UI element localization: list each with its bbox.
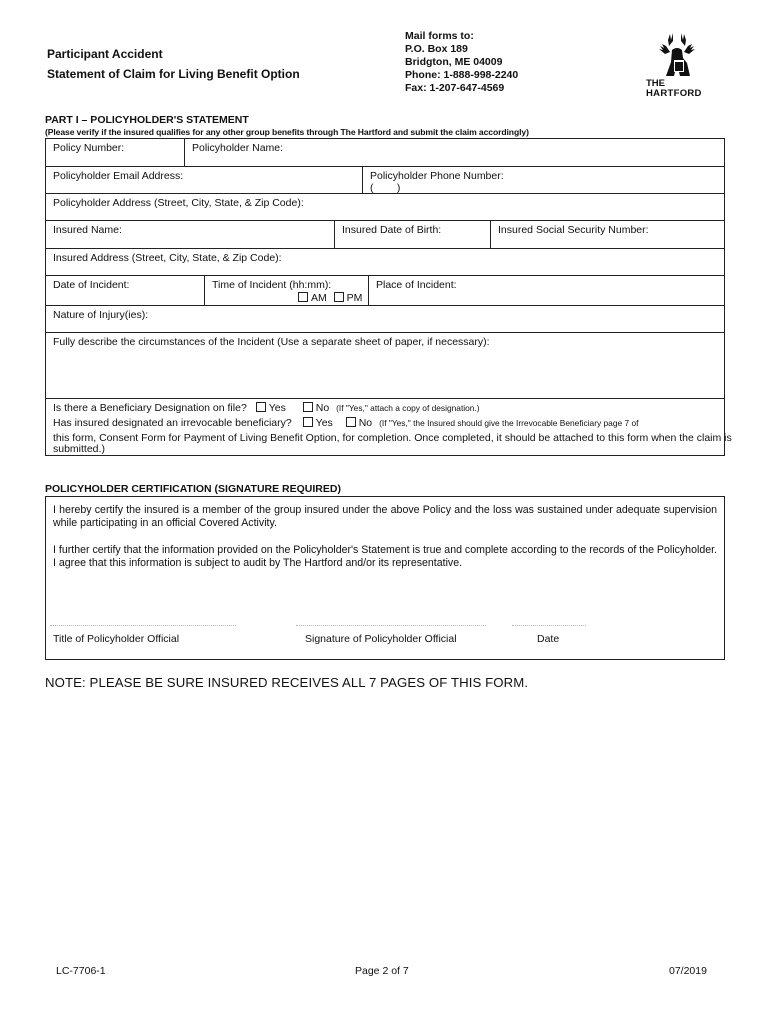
policy-number-field[interactable] (46, 139, 184, 166)
row-incident (46, 276, 724, 306)
row-address (46, 194, 724, 221)
policyholder-phone-field[interactable] (362, 167, 724, 193)
time-of-incident-field[interactable] (204, 276, 368, 305)
mail-city: Bridgton, ME 04009 (405, 56, 503, 68)
signature-of-official-label: Signature of Policyholder Official (305, 633, 457, 645)
policyholder-statement-box (45, 138, 732, 456)
row-policy (46, 139, 724, 167)
row-insured-address (46, 249, 724, 276)
beneficiary-no-checkbox[interactable] (303, 402, 313, 412)
beneficiary-question: Is there a Beneficiary Designation on file? (53, 402, 247, 414)
certification-heading: POLICYHOLDER CERTIFICATION (SIGNATURE REQUIRED) (45, 483, 341, 495)
insured-dob-field[interactable] (334, 221, 490, 248)
insured-address-field[interactable] (46, 249, 724, 275)
date-signature-line[interactable] (512, 625, 586, 626)
insured-address-label: Insured Address (Street, City, State, & Zip Code): (53, 252, 282, 264)
irrevocable-note-line2: this form, Consent Form for Payment of Living Benefit Option, for completion. Once completed, it should be attached to this form when the claim is (53, 432, 732, 444)
form-id: LC-7706-1 (56, 965, 106, 977)
irrevocable-question-line (53, 417, 638, 429)
date-of-incident-label: Date of Incident: (53, 279, 130, 291)
irrevocable-no-checkbox[interactable] (346, 417, 356, 427)
time-of-incident-label: Time of Incident (hh:mm): (212, 279, 332, 291)
irrevocable-yes-label: Yes (315, 417, 333, 429)
signature-line[interactable] (296, 625, 486, 626)
incident-description-field[interactable] (46, 333, 724, 398)
insured-dob-label: Insured Date of Birth: (342, 224, 442, 236)
logo-text-hartford: HARTFORD (646, 88, 702, 99)
row-nature (46, 306, 724, 333)
place-of-incident-field[interactable] (368, 276, 724, 305)
nature-of-injury-field[interactable] (46, 306, 724, 332)
nature-of-injury-label: Nature of Injury(ies): (53, 309, 149, 321)
pages-note: NOTE: PLEASE BE SURE INSURED RECEIVES ALL 7 PAGES OF THIS FORM. (45, 675, 529, 690)
policyholder-name-label: Policyholder Name: (192, 142, 284, 154)
title-of-official-label: Title of Policyholder Official (53, 633, 180, 645)
stag-icon (640, 30, 708, 80)
beneficiary-yes-label: Yes (268, 402, 286, 414)
policy-number-label: Policy Number: (53, 142, 125, 154)
beneficiary-no-label: No (315, 402, 330, 414)
mail-address-block (405, 30, 518, 95)
certification-paragraph-1: I hereby certify the insured is a member of the group insured under the above Policy and the loss was sustained under adequate supervision while participating in an official Covered Activity. (53, 504, 717, 529)
title-signature-line[interactable] (50, 625, 236, 626)
page-number: Page 2 of 7 (355, 965, 409, 977)
beneficiary-question-line (53, 402, 480, 414)
pm-checkbox[interactable] (334, 292, 344, 302)
logo-text-the: THE (646, 78, 665, 89)
beneficiary-note: (If "Yes," attach a copy of designation.) (336, 403, 480, 413)
row-describe (46, 333, 724, 399)
insured-ssn-label: Insured Social Security Number: (498, 224, 649, 236)
irrevocable-yes-checkbox[interactable] (303, 417, 313, 427)
policyholder-email-field[interactable] (46, 167, 362, 193)
row-contact (46, 167, 724, 194)
insured-name-label: Insured Name: (53, 224, 122, 236)
mail-label: Mail forms to: (405, 30, 474, 42)
hartford-logo (640, 30, 708, 100)
certification-box (45, 496, 725, 660)
date-label: Date (537, 633, 560, 645)
irrevocable-question: Has insured designated an irrevocable beneficiary? (53, 417, 292, 429)
mail-fax: Fax: 1-207-647-4569 (405, 82, 505, 94)
am-checkbox[interactable] (298, 292, 308, 302)
row-insured (46, 221, 724, 249)
date-of-incident-field[interactable] (46, 276, 204, 305)
policyholder-name-field[interactable] (184, 139, 724, 166)
irrevocable-note-line3: submitted.) (53, 443, 105, 455)
form-title-line2: Statement of Claim for Living Benefit Option (47, 67, 300, 81)
am-label: AM (311, 292, 327, 304)
incident-description-label: Fully describe the circumstances of the Incident (Use a separate sheet of paper, if necessary): (53, 336, 490, 348)
insured-name-field[interactable] (46, 221, 334, 248)
irrevocable-note-line1: (If "Yes," the Insured should give the Irrevocable Beneficiary page 7 of (379, 418, 639, 428)
certification-paragraph-2: I further certify that the information provided on the Policyholder's Statement is true and complete according to the records of the Policyholder. I agree that this information is subject to audit by The Hartford and/or its representative. (53, 544, 717, 569)
form-date: 07/2019 (669, 965, 707, 977)
policyholder-address-field[interactable] (46, 194, 724, 220)
policyholder-phone-label: Policyholder Phone Number: (370, 170, 504, 182)
part1-heading: PART I – POLICYHOLDER'S STATEMENT (45, 114, 249, 126)
insured-ssn-field[interactable] (490, 221, 724, 248)
part1-subheading: (Please verify if the insured qualifies for any other group benefits through The Hartford and submit the claim accordingly) (45, 127, 529, 137)
form-title-line1: Participant Accident (47, 47, 163, 61)
beneficiary-yes-checkbox[interactable] (256, 402, 266, 412)
policyholder-address-label: Policyholder Address (Street, City, State, & Zip Code): (53, 197, 304, 209)
am-pm-options (212, 292, 362, 305)
mail-po-box: P.O. Box 189 (405, 43, 468, 55)
irrevocable-no-label: No (358, 417, 373, 429)
mail-phone: Phone: 1-888-998-2240 (405, 69, 519, 81)
place-of-incident-label: Place of Incident: (376, 279, 457, 291)
policyholder-email-label: Policyholder Email Address: (53, 170, 184, 182)
phone-area-code-parens: ( ) (370, 182, 401, 194)
pm-label: PM (346, 292, 363, 304)
